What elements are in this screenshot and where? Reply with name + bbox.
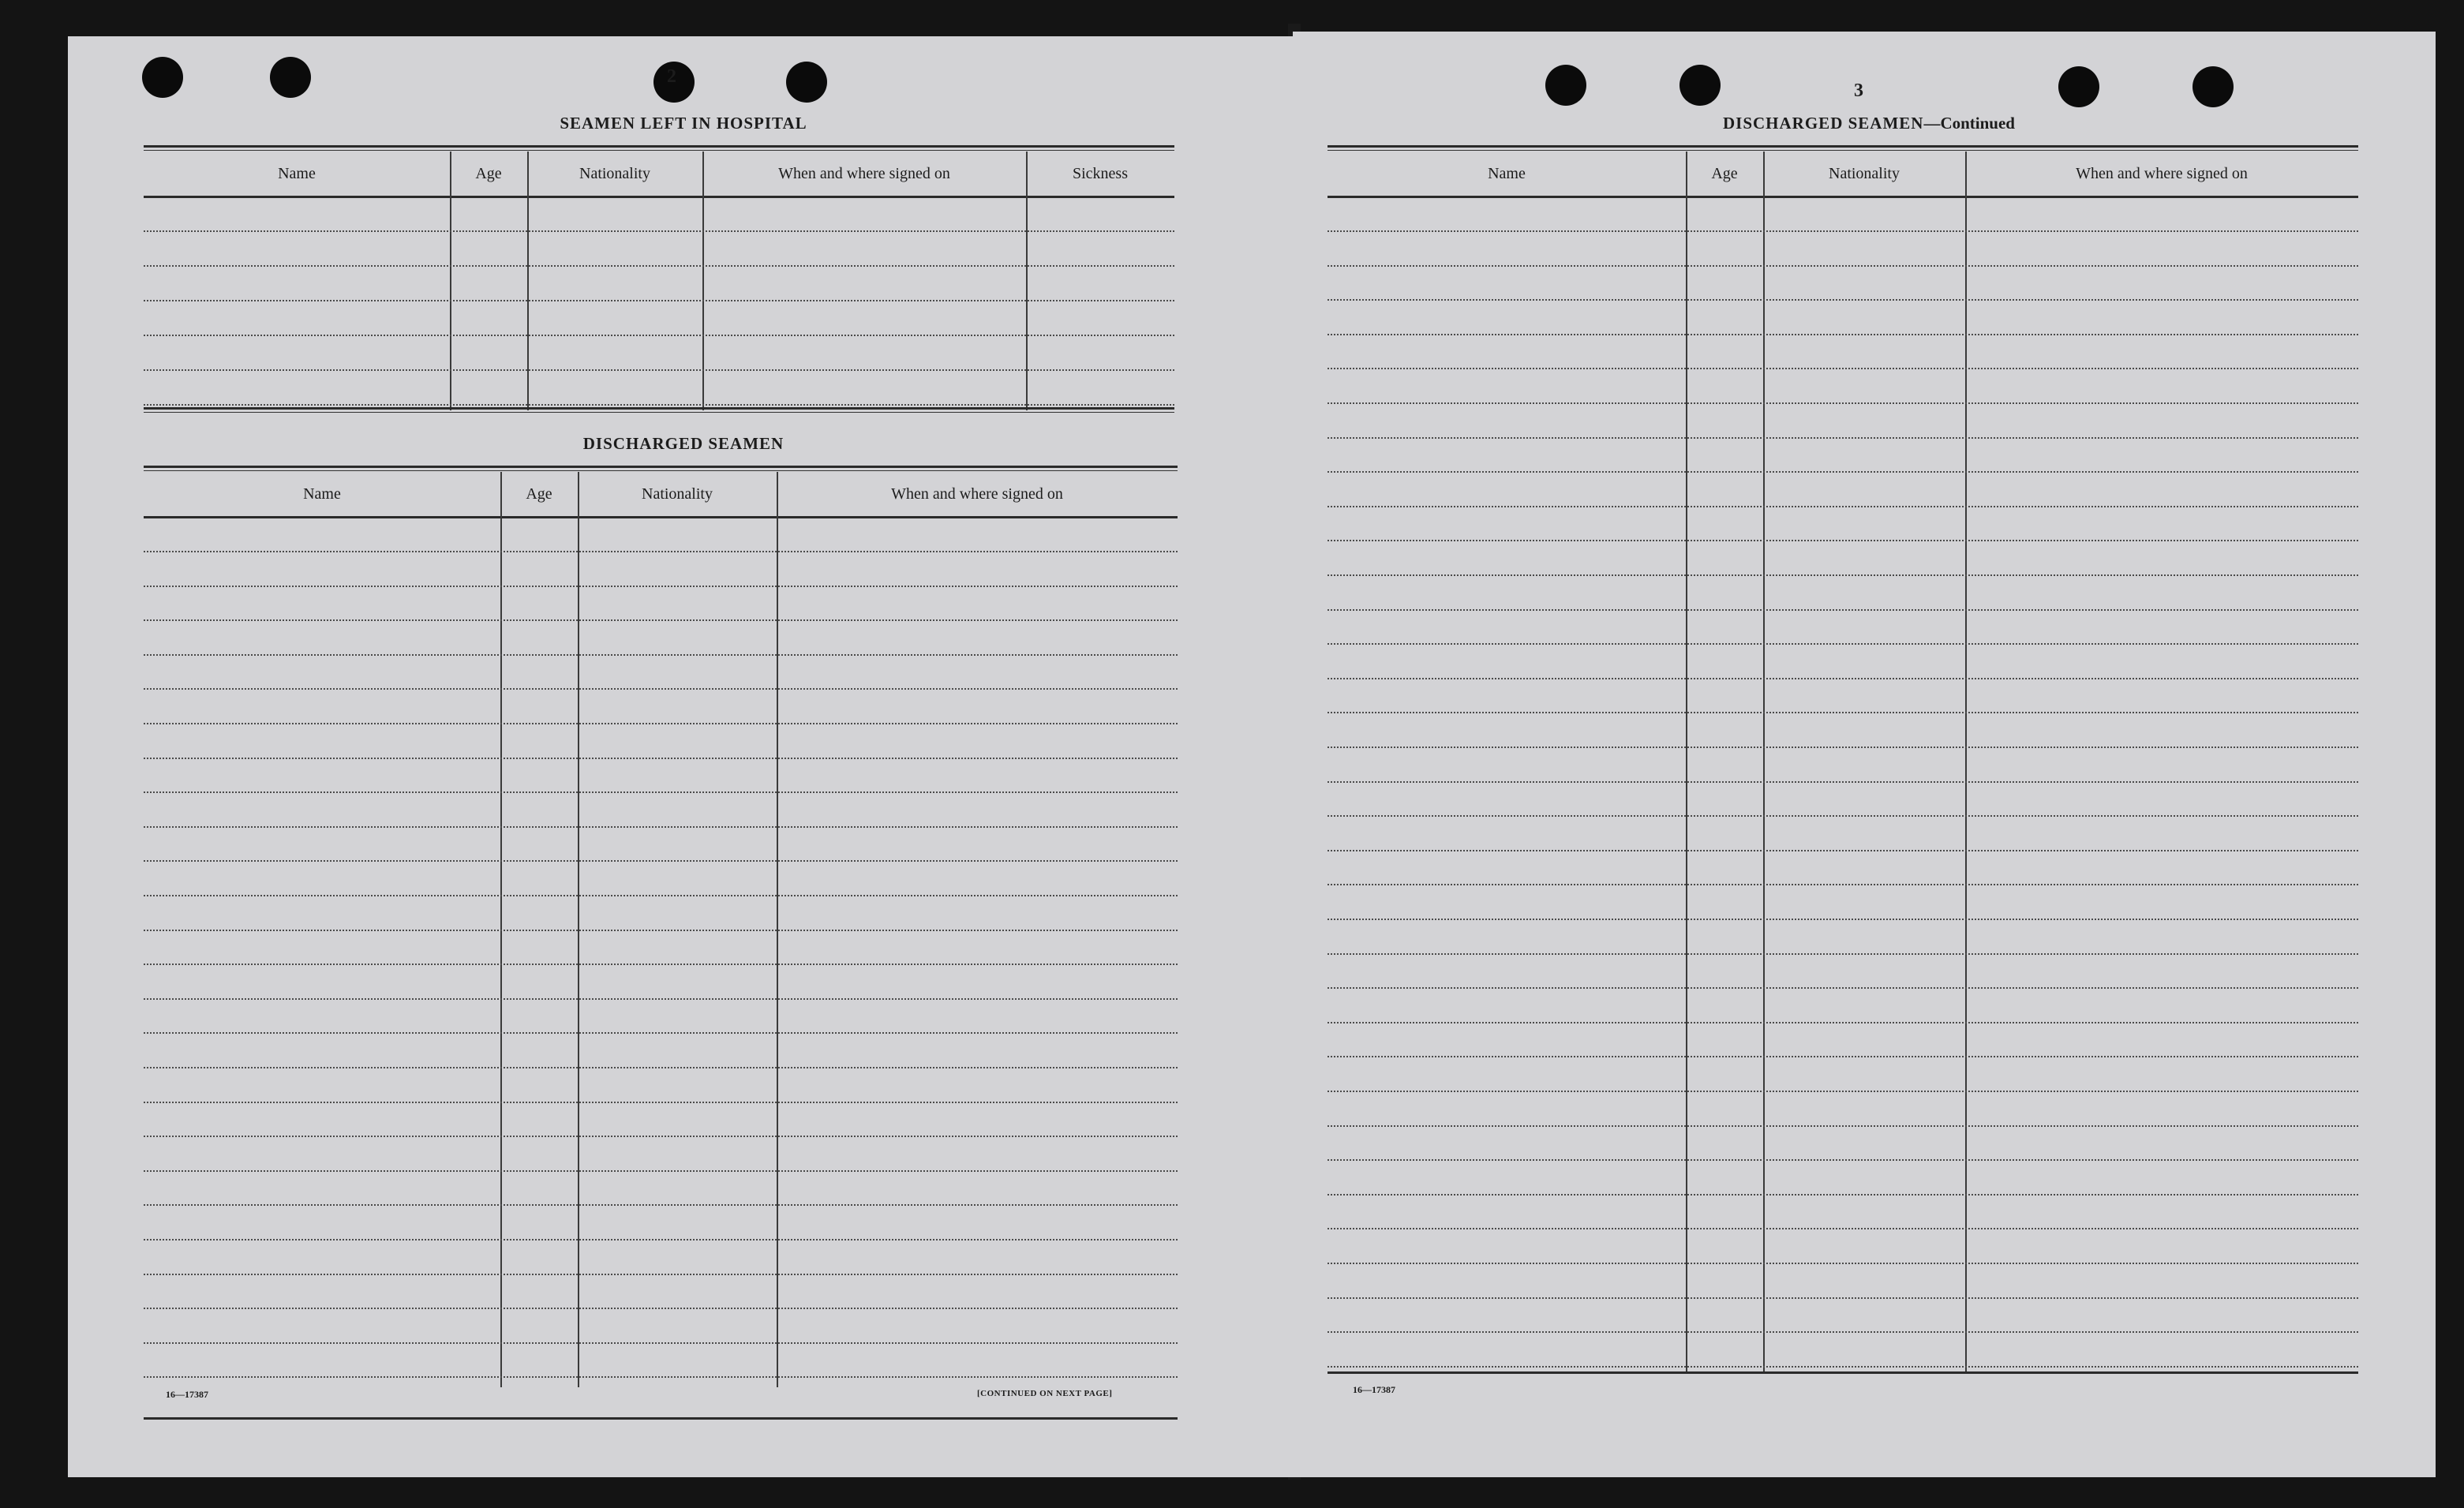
table-bottom-rule (1327, 1371, 2358, 1374)
ruled-row (1327, 1297, 2358, 1299)
ruled-row (144, 998, 1178, 1000)
punch-hole (1545, 65, 1586, 106)
table-bottom-rule (144, 407, 1174, 410)
ruled-row (144, 688, 1178, 690)
ruled-row (144, 300, 1174, 301)
col-header-signed-on: When and where signed on (891, 485, 1063, 503)
punch-hole (270, 57, 311, 98)
col-header-age: Age (526, 485, 552, 503)
ruled-row (144, 335, 1174, 336)
ruled-row (1327, 712, 2358, 713)
ruled-row (1327, 1194, 2358, 1196)
col-header-age: Age (475, 164, 502, 182)
col-header-name: Name (1488, 164, 1526, 182)
column-divider (702, 152, 704, 410)
ruled-row (1327, 884, 2358, 885)
ruled-row (1327, 540, 2358, 541)
ruled-row (1327, 368, 2358, 369)
ruled-row (1327, 265, 2358, 267)
ruled-row (1327, 437, 2358, 439)
table-top-rule (1327, 145, 2358, 148)
ruled-row (1327, 334, 2358, 335)
ruled-row (144, 654, 1178, 656)
ruled-row (144, 791, 1178, 793)
punch-hole (1679, 65, 1721, 106)
ruled-row (144, 1204, 1178, 1206)
punch-hole (2193, 66, 2234, 107)
ruled-row (144, 1376, 1178, 1378)
column-divider (1026, 152, 1028, 410)
table-bottom-rule (144, 412, 1174, 413)
discharged-table (144, 466, 1178, 1420)
ruled-row (144, 619, 1178, 621)
col-header-nationality: Nationality (642, 485, 713, 503)
col-header-sickness: Sickness (1073, 164, 1128, 182)
ruled-row (144, 404, 1174, 406)
ruled-row (144, 826, 1178, 828)
ruled-row (144, 551, 1178, 552)
form-number: 16—17387 (1353, 1384, 1395, 1395)
ruled-row (144, 860, 1178, 862)
ruled-row (144, 895, 1178, 896)
discharged-continued-title (1593, 114, 2145, 133)
continued-note: [CONTINUED ON NEXT PAGE] (977, 1389, 1113, 1398)
title-continued: —Continued (1923, 114, 2015, 133)
ruled-row (1327, 919, 2358, 920)
ruled-row (1327, 953, 2358, 955)
ruled-row (1327, 747, 2358, 748)
column-divider (450, 152, 451, 410)
ruled-row (1327, 1056, 2358, 1057)
ruled-row (144, 1274, 1178, 1275)
ruled-row (1327, 230, 2358, 232)
table-top-rule (144, 145, 1174, 148)
discharged-continued-table (1327, 145, 2358, 1376)
ruled-row (144, 1032, 1178, 1034)
form-number: 16—17387 (166, 1389, 208, 1400)
ruled-row (1327, 609, 2358, 611)
ruled-row (1327, 643, 2358, 645)
ruled-row (1327, 299, 2358, 301)
ruled-row (144, 1308, 1178, 1309)
col-header-nationality: Nationality (1829, 164, 1900, 182)
left-page (68, 36, 1299, 1477)
header-bottom-rule (1327, 196, 2358, 198)
punch-hole (142, 57, 183, 98)
punch-hole (786, 62, 827, 103)
ruled-row (144, 1342, 1178, 1344)
col-header-name: Name (278, 164, 316, 182)
ruled-row (1327, 402, 2358, 404)
ruled-row (144, 723, 1178, 724)
ruled-row (1327, 1091, 2358, 1092)
ruled-row (1327, 1331, 2358, 1333)
hospital-table (144, 145, 1174, 413)
ruled-row (1327, 850, 2358, 851)
ruled-row (144, 265, 1174, 267)
ruled-row (1327, 506, 2358, 507)
title-main: DISCHARGED SEAMEN (1723, 114, 1924, 133)
ruled-row (1327, 1366, 2358, 1368)
ruled-row (144, 1102, 1178, 1103)
table-top-rule (1327, 150, 2358, 151)
ruled-row (144, 369, 1174, 371)
col-header-signed-on: When and where signed on (778, 164, 950, 182)
column-divider (527, 152, 529, 410)
table-top-rule (144, 466, 1178, 468)
table-top-rule (144, 150, 1174, 151)
table-bottom-rule (144, 1417, 1178, 1420)
ruled-row (1327, 678, 2358, 679)
ruled-row (1327, 1159, 2358, 1161)
col-header-nationality: Nationality (579, 164, 650, 182)
ruled-row (1327, 1263, 2358, 1264)
table-top-rule (144, 470, 1178, 471)
header-bottom-rule (144, 516, 1178, 518)
col-header-age: Age (1711, 164, 1738, 182)
page-number: 3 (1854, 80, 1863, 101)
ruled-row (1327, 574, 2358, 576)
punch-hole (2058, 66, 2099, 107)
ruled-row (144, 1136, 1178, 1137)
ruled-row (1327, 815, 2358, 817)
ruled-row (1327, 1125, 2358, 1127)
ruled-row (1327, 781, 2358, 783)
discharged-section-title: DISCHARGED SEAMEN (582, 434, 785, 453)
ruled-row (144, 930, 1178, 931)
ruled-row (1327, 1228, 2358, 1229)
right-page (1293, 32, 2436, 1477)
ruled-row (144, 758, 1178, 759)
ruled-row (144, 1170, 1178, 1172)
col-header-signed-on: When and where signed on (2076, 164, 2248, 182)
ruled-row (1327, 987, 2358, 989)
ruled-row (144, 964, 1178, 965)
ruled-row (144, 230, 1174, 232)
col-header-name: Name (303, 485, 341, 503)
hospital-section-title: SEAMEN LEFT IN HOSPITAL (560, 114, 807, 133)
ruled-row (144, 586, 1178, 587)
ruled-row (144, 1067, 1178, 1068)
ruled-row (144, 1239, 1178, 1240)
ruled-row (1327, 1022, 2358, 1023)
ruled-row (1327, 471, 2358, 473)
page-number: 2 (667, 66, 676, 87)
header-bottom-rule (144, 196, 1174, 198)
